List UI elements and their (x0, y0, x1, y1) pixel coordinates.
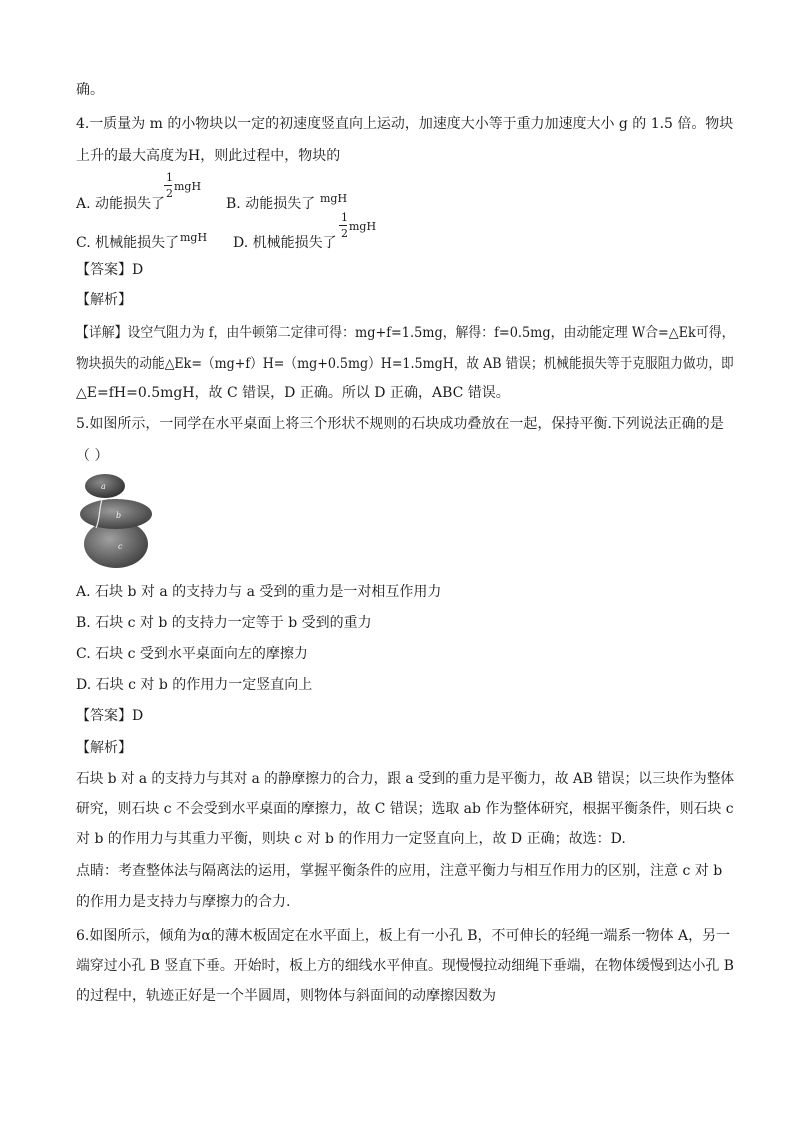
fraction-numerator: 1 (166, 171, 173, 184)
stone-label-a: a (101, 482, 106, 491)
comment-text: 的作用力是支持力与摩擦力的合力. (76, 894, 291, 910)
formula-mgh: mgH (180, 231, 208, 244)
option-c-5: C. 石块 c 受到水平桌面向左的摩擦力 (76, 646, 308, 662)
analysis-text: △E=fH=0.5mgH，故 C 错误，D 正确。所以 D 正确，ABC 错误。 (76, 385, 510, 401)
comment-text: 点睛：考查整体法与隔离法的运用，掌握平衡条件的应用，注意平衡力与相互作用力的区别，注意 c 对 b (76, 863, 723, 879)
fraction-bar (164, 185, 172, 186)
question-6-stem: 6.如图所示，倾角为α的薄木板固定在水平面上，板上有一小孔 B，不可伸长的轻绳一端系一物体 A，另一 (76, 928, 731, 944)
analysis-text: 石块 b 对 a 的支持力与其对 a 的静摩擦力的合力，跟 a 受到的重力是平衡力，故 AB 错误；以三块作为整体 (76, 771, 735, 787)
analysis-label: 【解析】 (76, 740, 132, 756)
answer-label: 【答案】D (76, 708, 144, 724)
analysis-text: 研究，则石块 c 不会受到水平桌面的摩擦力，故 C 错误；选取 ab 作为整体研究，根据平衡条件，则石块 c (76, 801, 734, 817)
question-5-stem: 5.如图所示，一同学在水平桌面上将三个形状不规则的石块成功叠放在一起，保持平衡.下列说法正确的是 (76, 416, 724, 432)
option-b-5: B. 石块 c 对 b 的支持力一定等于 b 受到的重力 (76, 615, 372, 631)
option-a-5: A. 石块 b 对 a 的支持力与 a 受到的重力是一对相互作用力 (76, 584, 442, 600)
option-b-4: B. 动能损失了 (226, 196, 316, 212)
option-a-4: A. 动能损失了 (76, 196, 166, 212)
question-6-stem: 端穿过小孔 B 竖直下垂。开始时，板上方的细线水平伸直。现慢慢拉动细绳下垂端，在物体缓慢到达小孔 B (76, 958, 734, 974)
formula-mgh: mgH (174, 180, 202, 193)
formula-mgh: mgH (320, 192, 348, 205)
stone-label-b: b (116, 511, 122, 520)
fraction-bar (339, 225, 347, 226)
question-5-bracket: （ ） (76, 448, 109, 464)
stone-label-c: c (118, 542, 123, 551)
analysis-label: 【解析】 (76, 292, 132, 308)
option-d-5: D. 石块 c 对 b 的作用力一定竖直向上 (76, 677, 313, 693)
stacked-stones-figure (72, 470, 156, 570)
fraction-denominator: 2 (341, 227, 348, 240)
answer-label: 【答案】D (76, 262, 144, 278)
formula-mgh: mgH (349, 220, 377, 233)
option-d-4: D. 机械能损失了 (233, 235, 337, 251)
question-4-stem: 4.一质量为 m 的小物块以一定的初速度竖直向上运动，加速度大小等于重力加速度大小 g 的 1.5 倍。物块 (76, 116, 734, 132)
question-4-stem-cont: 上升的最大高度为H，则此过程中，物块的 (76, 148, 341, 164)
analysis-text: 【详解】设空气阻力为 f，由牛顿第二定律可得：mg+f=1.5mg，解得：f=0.5mg，由动能定理 W合=△Ek可得， (76, 325, 735, 341)
fraction-numerator: 1 (341, 211, 348, 224)
option-c-4: C. 机械能损失了 (76, 235, 180, 251)
question-6-stem: 的过程中，轨迹正好是一个半圆周，则物体与斜面间的动摩擦因数为 (76, 988, 496, 1004)
analysis-text: 物块损失的动能△Ek=（mg+f）H=（mg+0.5mg）H=1.5mgH，故 AB 错误；机械能损失等于克服阻力做功，即 (76, 356, 734, 372)
analysis-text: 对 b 的作用力与其重力平衡，则块 c 对 b 的作用力一定竖直向上，故 D 正确；故选：D. (76, 831, 626, 847)
text-line: 确。 (76, 82, 104, 98)
fraction-denominator: 2 (166, 187, 173, 200)
